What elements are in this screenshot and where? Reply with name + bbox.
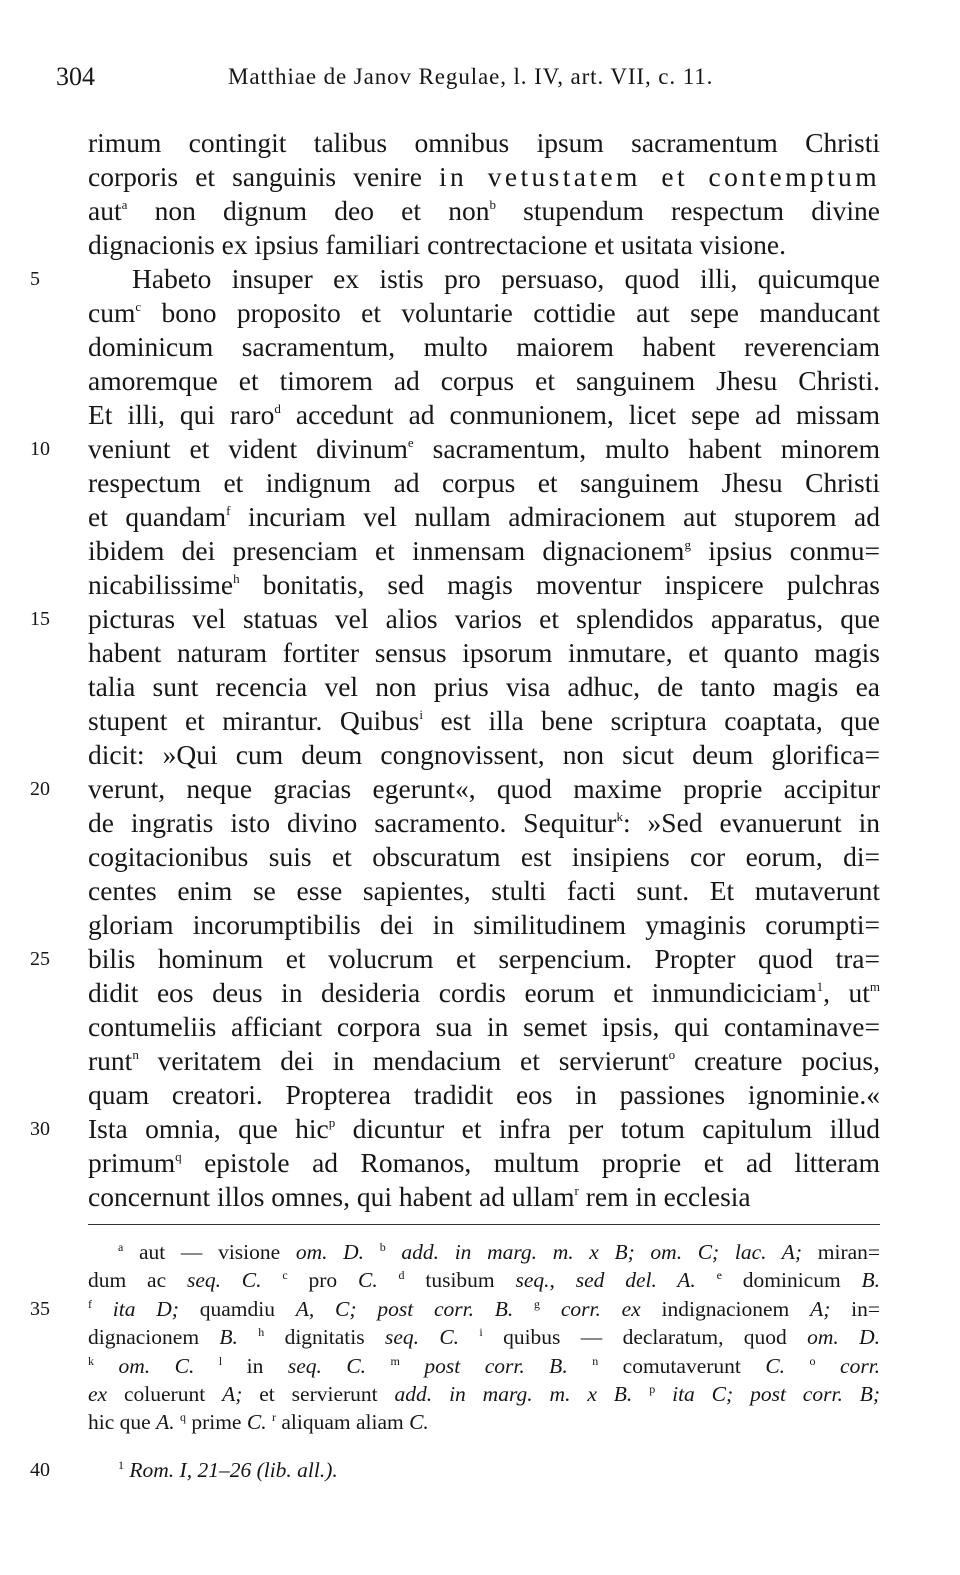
text-run: miran= — [802, 1240, 881, 1264]
text-run: in= — [830, 1296, 880, 1321]
text-run: quibus — declaratum, quod — [482, 1325, 808, 1350]
page-header — [56, 62, 896, 96]
apparatus-line — [88, 1408, 880, 1436]
footnote-marker: f — [88, 1296, 92, 1311]
line-number: 25 — [30, 948, 50, 970]
footnote-marker: d — [274, 401, 281, 416]
text-line — [30, 262, 880, 296]
text-run: hic que — [88, 1410, 157, 1435]
footnote-marker: r — [574, 1183, 579, 1198]
text-run: Et illi, qui raro — [88, 399, 275, 430]
text-run: pro — [287, 1268, 358, 1293]
footnote-marker: m — [390, 1353, 400, 1368]
text-line — [88, 500, 880, 534]
footnote-marker: q — [179, 1410, 186, 1425]
text-run: tusibum — [404, 1268, 516, 1293]
footnote-marker: 1 — [118, 1458, 124, 1472]
editorial-note: ita D; — [112, 1296, 179, 1321]
editorial-note: om. D. — [807, 1325, 881, 1350]
text-run: Habeto insuper ex istis pro persuaso, quod illi, quicumque — [132, 263, 880, 294]
text-run: stupendum respectum divine — [495, 195, 880, 226]
text-run: ibidem dei presenciam et inmensam dignacionem — [88, 535, 685, 566]
text-line — [88, 738, 880, 772]
editorial-note: seq. C. — [287, 1353, 367, 1378]
editorial-note: B. — [219, 1325, 238, 1350]
line-number: 35 — [30, 1297, 50, 1320]
source-line — [30, 1456, 880, 1484]
text-run — [696, 1268, 717, 1292]
text-run: contumeliis afficiant corpora sua in semet ipsis, qui contaminave= — [88, 1011, 880, 1042]
text-line — [88, 364, 880, 398]
footnote-marker: c — [135, 299, 142, 314]
text-run — [816, 1354, 840, 1378]
text-run — [262, 1268, 283, 1292]
footnote-marker: i — [479, 1325, 483, 1340]
editorial-note: A; — [222, 1381, 243, 1406]
text-run: bilis hominum et volucrum et serpencium. Propter quod tra= — [88, 943, 880, 974]
text-run: dicuntur et infra per totum capitulum illud — [335, 1113, 880, 1144]
footnote-marker: f — [226, 503, 231, 518]
text-line — [88, 194, 880, 228]
apparatus-line — [88, 1323, 880, 1351]
editorial-note: A, C; post corr. B. — [295, 1296, 514, 1321]
text-run: : »Sed evanuerunt in — [622, 807, 881, 838]
text-line — [88, 568, 880, 602]
text-run: dignacionis ex ipsius familiari contrectacione et usitata visione. — [88, 229, 786, 260]
text-line — [88, 160, 880, 194]
text-line — [88, 840, 880, 874]
footnote-marker: p — [649, 1381, 656, 1396]
footnote-marker: l — [218, 1353, 223, 1368]
line-number: 20 — [30, 778, 50, 800]
editorial-note: add. in marg. m. x B. — [394, 1381, 633, 1406]
line-number: 30 — [30, 1118, 50, 1140]
text-run: verunt, neque gracias egerunt«, quod maxime proprie accipitur — [88, 773, 880, 804]
text-line — [88, 466, 880, 500]
text-run: de ingratis isto divino sacramento. Sequitur — [88, 807, 617, 838]
text-run: ipsius conmu= — [690, 535, 881, 566]
text-run: sacramentum, multo habent minorem — [413, 433, 880, 464]
text-run: dum ac — [88, 1268, 187, 1293]
footnote-marker: o — [809, 1353, 816, 1368]
text-run: epistole ad Romanos, multum proprie et ad litteram — [181, 1147, 880, 1178]
text-run — [238, 1325, 258, 1349]
text-run: cogitacionibus suis et obscuratum est insipiens cor eorum, di= — [88, 841, 880, 872]
footnote-marker: d — [398, 1268, 405, 1283]
text-run: , ut — [823, 977, 870, 1008]
text-run — [364, 1240, 380, 1264]
text-line — [88, 1078, 880, 1112]
footnote-marker: p — [328, 1115, 336, 1130]
text-run: veritatem dei in mendacium et servierunt — [138, 1045, 669, 1076]
text-run — [378, 1268, 399, 1292]
text-run: accedunt ad conmunionem, licet sepe ad missam — [280, 399, 881, 430]
text-run: dominicum sacramentum, multo maiorem habent reverenciam — [88, 331, 880, 362]
footnote-marker: b — [489, 197, 496, 212]
editorial-note: om. D. — [295, 1240, 365, 1264]
editorial-note: ita C; post corr. B; — [672, 1381, 881, 1406]
text-run: dignitatis — [264, 1325, 385, 1350]
text-run: centes enim se esse sapientes, stulti facti sunt. Et mutaverunt — [88, 875, 880, 906]
text-run: et quandam — [88, 501, 227, 532]
text-run: incuriam vel nullam admiracionem aut stuporem ad — [230, 501, 881, 532]
editorial-note: corr. — [840, 1353, 881, 1378]
text-run: comutaverunt — [598, 1353, 766, 1378]
text-line — [30, 432, 880, 466]
text-run: quamdiu — [178, 1296, 296, 1321]
text-run — [194, 1354, 218, 1378]
text-run: dominicum — [721, 1268, 862, 1293]
editorial-note: seq. C. — [384, 1325, 460, 1350]
main-text — [30, 126, 881, 1214]
footnote-marker: n — [592, 1353, 599, 1368]
apparatus-line — [30, 1295, 880, 1323]
critical-apparatus — [30, 1238, 881, 1437]
text-run: in vetustatem et contemptum — [439, 161, 880, 192]
text-line — [88, 636, 880, 670]
text-run: bonitatis, sed magis moventur inspicere pulchras — [239, 569, 880, 600]
text-run — [655, 1382, 672, 1406]
footnote-marker: r — [271, 1410, 276, 1425]
editorial-note: C. — [358, 1268, 378, 1293]
editorial-note: corr. ex — [560, 1296, 641, 1321]
text-line — [88, 126, 880, 160]
apparatus-line — [88, 1352, 880, 1380]
text-line — [88, 1010, 880, 1044]
line-number: 10 — [30, 438, 50, 460]
footnote-marker: i — [419, 707, 423, 722]
text-run — [366, 1354, 390, 1378]
text-run — [513, 1297, 534, 1321]
text-line — [30, 942, 880, 976]
text-run: gloriam incorumptibilis dei in similitudinem ymaginis corumpti= — [88, 909, 880, 940]
footnote-marker: a — [118, 1240, 124, 1254]
text-run — [540, 1297, 561, 1321]
footnote-marker: e — [407, 435, 414, 450]
footnote-marker: k — [88, 1353, 94, 1368]
text-run: stupent et mirantur. Quibus — [88, 705, 420, 736]
text-line — [88, 806, 880, 840]
text-line — [88, 1044, 880, 1078]
text-line — [88, 534, 880, 568]
text-run: didit eos deus in desideria cordis eorum et inmundiciciam — [88, 977, 817, 1008]
editorial-note: om. C. — [118, 1353, 195, 1378]
text-run — [632, 1382, 649, 1406]
editorial-note: add. in marg. m. x B; om. C; lac. A; — [401, 1240, 803, 1264]
text-run: non dignum deo et non — [127, 195, 490, 226]
footnote-marker: k — [616, 809, 623, 824]
text-run: est illa bene scriptura coaptata, que — [422, 705, 880, 736]
editorial-note: C. — [246, 1410, 267, 1435]
footnote-marker: g — [534, 1296, 541, 1311]
text-run: runt — [88, 1045, 133, 1076]
text-line — [88, 228, 880, 262]
text-run: cum — [88, 297, 136, 328]
text-line — [88, 874, 880, 908]
running-title: Matthiae de Janov Regulae, l. IV, art. VII, c. 11. — [228, 64, 714, 89]
text-run: aut — visione — [123, 1240, 296, 1264]
text-run: veniunt et vident divinum — [88, 433, 408, 464]
footnote-marker: 1 — [816, 979, 824, 994]
text-run — [92, 1297, 113, 1321]
text-line — [88, 976, 880, 1010]
text-run: amoremque et timorem ad corpus et sanguinem Jhesu Christi. — [88, 365, 880, 396]
text-run: talia sunt recencia vel non prius visa adhuc, de tanto magis ea — [88, 671, 880, 702]
footnote-marker: c — [282, 1268, 288, 1283]
editorial-note: ex — [88, 1381, 108, 1406]
footnote-separator — [88, 1224, 880, 1225]
text-line — [88, 1180, 880, 1214]
text-run: nicabilissime — [88, 569, 234, 600]
footnote-marker: g — [684, 537, 691, 552]
text-run: primum — [88, 1147, 176, 1178]
text-run: aliquam aliam — [275, 1410, 410, 1435]
text-run: rem in ecclesia — [578, 1181, 751, 1212]
apparatus-line — [88, 1266, 880, 1294]
text-line — [88, 398, 880, 432]
text-line — [88, 1146, 880, 1180]
text-run: bono proposito et voluntarie cottidie aut sepe manducant — [141, 297, 880, 328]
text-line — [30, 602, 880, 636]
text-run — [785, 1354, 809, 1378]
source-notes — [30, 1456, 880, 1484]
text-run: quam creatori. Propterea tradidit eos in passiones ignominie.« — [88, 1079, 880, 1110]
text-run — [568, 1354, 592, 1378]
editorial-note: seq., sed del. A. — [515, 1268, 696, 1293]
text-run: Ista omnia, que hic — [88, 1113, 329, 1144]
footnote-marker: h — [233, 571, 240, 586]
line-number: 40 — [30, 1459, 50, 1481]
editorial-note: C. — [765, 1353, 786, 1378]
text-run: indignacionem — [640, 1296, 811, 1321]
footnote-marker: n — [132, 1047, 139, 1062]
text-run: habent naturam fortiter sensus ipsorum inmutare, et quanto magis — [88, 637, 880, 668]
text-line — [88, 908, 880, 942]
page-number: 304 — [56, 62, 95, 91]
footnote-marker: a — [121, 197, 128, 212]
text-run: dicit: »Qui cum deum congnovissent, non sicut deum glorifica= — [88, 739, 880, 770]
text-run: corporis et sanguinis venire — [88, 161, 440, 192]
editorial-note: seq. C. — [186, 1268, 262, 1293]
text-run: in — [222, 1353, 288, 1378]
line-number: 5 — [30, 268, 40, 290]
text-line — [88, 330, 880, 364]
text-run: creature pocius, — [675, 1045, 880, 1076]
editorial-note: A; — [810, 1296, 831, 1321]
text-run: rimum contingit talibus omnibus ipsum sacramentum Christi — [88, 127, 880, 158]
footnote-marker: b — [379, 1240, 386, 1254]
text-run: concernunt illos omnes, qui habent ad ullam — [88, 1181, 575, 1212]
text-run: picturas vel statuas vel alios varios et splendidos apparatus, que — [88, 603, 880, 634]
footnote-marker: h — [258, 1325, 265, 1340]
text-run: coluerunt — [107, 1381, 223, 1406]
editorial-note: C. — [409, 1410, 429, 1435]
text-run: dignacionem — [88, 1325, 220, 1350]
text-line — [88, 296, 880, 330]
footnote-marker: m — [869, 979, 881, 994]
text-run — [386, 1240, 402, 1264]
line-number: 15 — [30, 608, 50, 630]
text-line — [30, 1112, 880, 1146]
text-line — [88, 704, 880, 738]
text-run: aut — [88, 195, 122, 226]
editorial-note: Rom. I, 21–26 (lib. all.). — [129, 1458, 338, 1482]
apparatus-line — [88, 1238, 880, 1266]
text-run — [459, 1325, 479, 1349]
footnote-marker: q — [175, 1149, 182, 1164]
text-line — [30, 772, 880, 806]
editorial-note: A. — [156, 1410, 175, 1435]
editorial-note: B. — [861, 1268, 881, 1293]
text-run — [94, 1354, 118, 1378]
apparatus-line — [88, 1380, 880, 1408]
footnote-marker: e — [716, 1268, 722, 1283]
text-run — [400, 1354, 424, 1378]
editorial-note: post corr. B. — [424, 1353, 568, 1378]
footnote-marker: o — [668, 1047, 676, 1062]
text-line — [88, 670, 880, 704]
text-run: respectum et indignum ad corpus et sanguinem Jhesu Christi — [88, 467, 880, 498]
text-run: prime — [185, 1410, 247, 1435]
text-run: et servierunt — [242, 1381, 395, 1406]
